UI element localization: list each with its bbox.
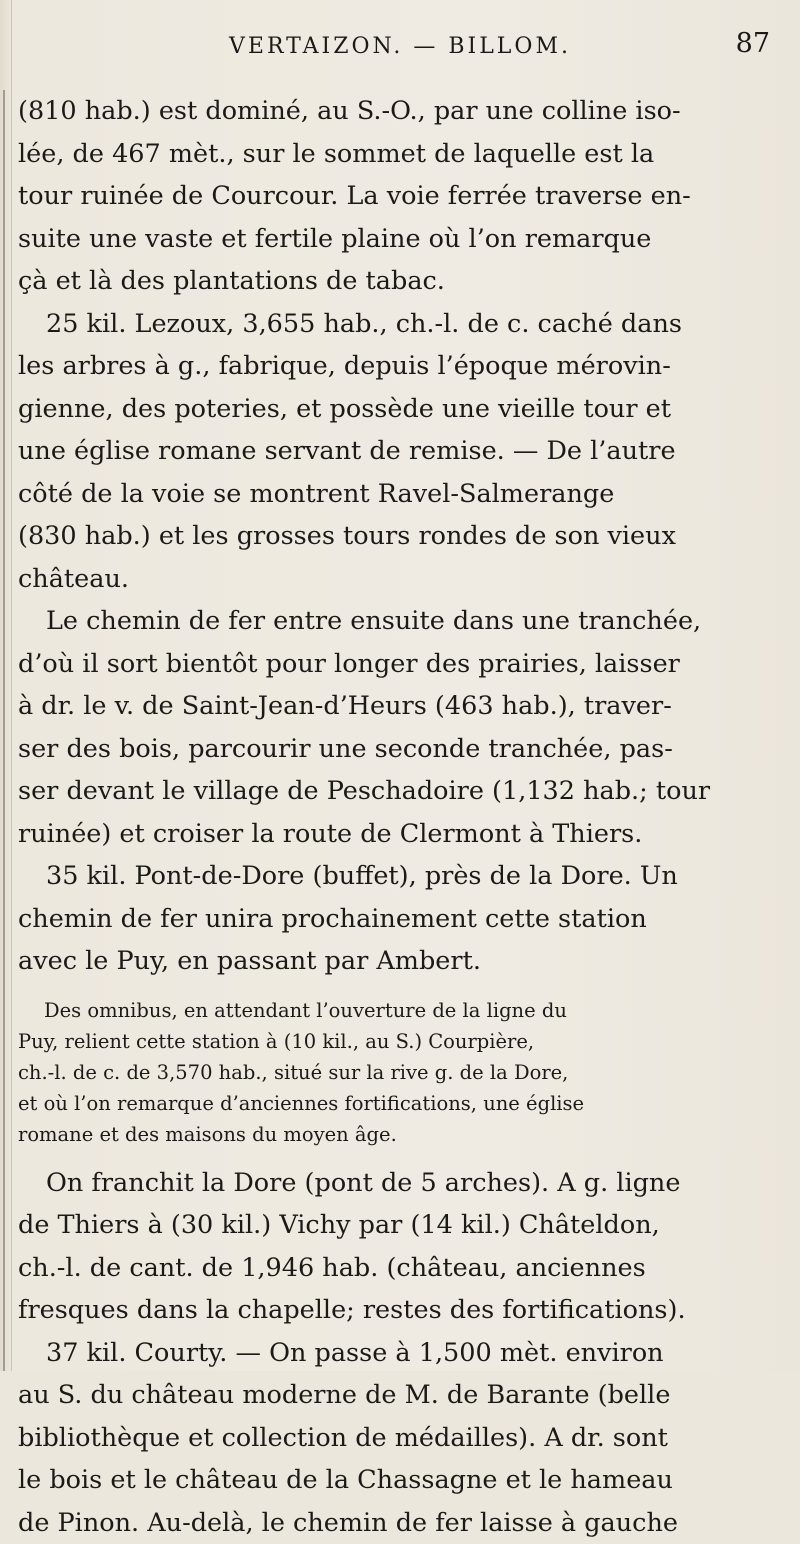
text-line: de Pinon. Au-delà, le chemin de fer laisse à gauche	[18, 1502, 788, 1544]
text-line: Le chemin de fer entre ensuite dans une tranchée,	[18, 600, 788, 643]
text-line: les arbres à g., fabrique, depuis l’époque mérovin-	[18, 345, 788, 388]
text-line: Puy, relient cette station à (10 kil., au S.) Courpière,	[18, 1026, 788, 1057]
running-head: VERTAIZON. — BILLOM.	[200, 34, 600, 59]
text-line: ch.-l. de cant. de 1,946 hab. (château, anciennes	[18, 1247, 788, 1290]
text-line: une église romane servant de remise. — De l’autre	[18, 430, 788, 473]
paragraph-block-note	[18, 995, 788, 1150]
text-line: château.	[18, 558, 788, 601]
paragraph-block-continued	[18, 1162, 788, 1544]
text-line: bibliothèque et collection de médailles). A dr. sont	[18, 1417, 788, 1460]
text-line: le bois et le château de la Chassagne et le hameau	[18, 1459, 788, 1502]
text-line: (810 hab.) est dominé, au S.-O., par une colline iso-	[18, 90, 788, 133]
text-line: 37 kil. Courty. — On passe à 1,500 mèt. environ	[18, 1332, 788, 1375]
text-line: suite une vaste et fertile plaine où l’on remarque	[18, 218, 788, 261]
text-line: à dr. le v. de Saint-Jean-d’Heurs (463 hab.), traver-	[18, 685, 788, 728]
text-line: (830 hab.) et les grosses tours rondes de son vieux	[18, 515, 788, 558]
text-line: 35 kil. Pont-de-Dore (buffet), près de la Dore. Un	[18, 855, 788, 898]
text-line: romane et des maisons du moyen âge.	[18, 1119, 788, 1150]
text-line: Des omnibus, en attendant l’ouverture de la ligne du	[18, 995, 788, 1026]
page-number: 87	[736, 28, 770, 59]
text-line: 25 kil. Lezoux, 3,655 hab., ch.-l. de c. caché dans	[18, 303, 788, 346]
page-header	[0, 20, 800, 60]
text-line: côté de la voie se montrent Ravel-Salmerange	[18, 473, 788, 516]
text-line: d’où il sort bientôt pour longer des prairies, laisser	[18, 643, 788, 686]
paragraph-block-main	[18, 90, 788, 983]
text-line: de Thiers à (30 kil.) Vichy par (14 kil.) Châteldon,	[18, 1204, 788, 1247]
text-line: fresques dans la chapelle; restes des fortifications).	[18, 1289, 788, 1332]
text-line: au S. du château moderne de M. de Barante (belle	[18, 1374, 788, 1417]
text-line: çà et là des plantations de tabac.	[18, 260, 788, 303]
text-line: gienne, des poteries, et possède une vieille tour et	[18, 388, 788, 431]
text-line: ruinée) et croiser la route de Clermont à Thiers.	[18, 813, 788, 856]
page-text	[18, 90, 788, 1544]
page-gutter-edge	[3, 90, 5, 1371]
text-line: ser devant le village de Peschadoire (1,132 hab.; tour	[18, 770, 788, 813]
text-line: et où l’on remarque d’anciennes fortifications, une église	[18, 1088, 788, 1119]
text-line: ser des bois, parcourir une seconde tranchée, pas-	[18, 728, 788, 771]
text-line: lée, de 467 mèt., sur le sommet de laquelle est la	[18, 133, 788, 176]
text-line: avec le Puy, en passant par Ambert.	[18, 940, 788, 983]
page-gutter-shadow	[11, 0, 12, 1371]
text-line: chemin de fer unira prochainement cette station	[18, 898, 788, 941]
text-line: tour ruinée de Courcour. La voie ferrée traverse en-	[18, 175, 788, 218]
text-line: On franchit la Dore (pont de 5 arches). A g. ligne	[18, 1162, 788, 1205]
text-line: ch.-l. de c. de 3,570 hab., situé sur la rive g. de la Dore,	[18, 1057, 788, 1088]
